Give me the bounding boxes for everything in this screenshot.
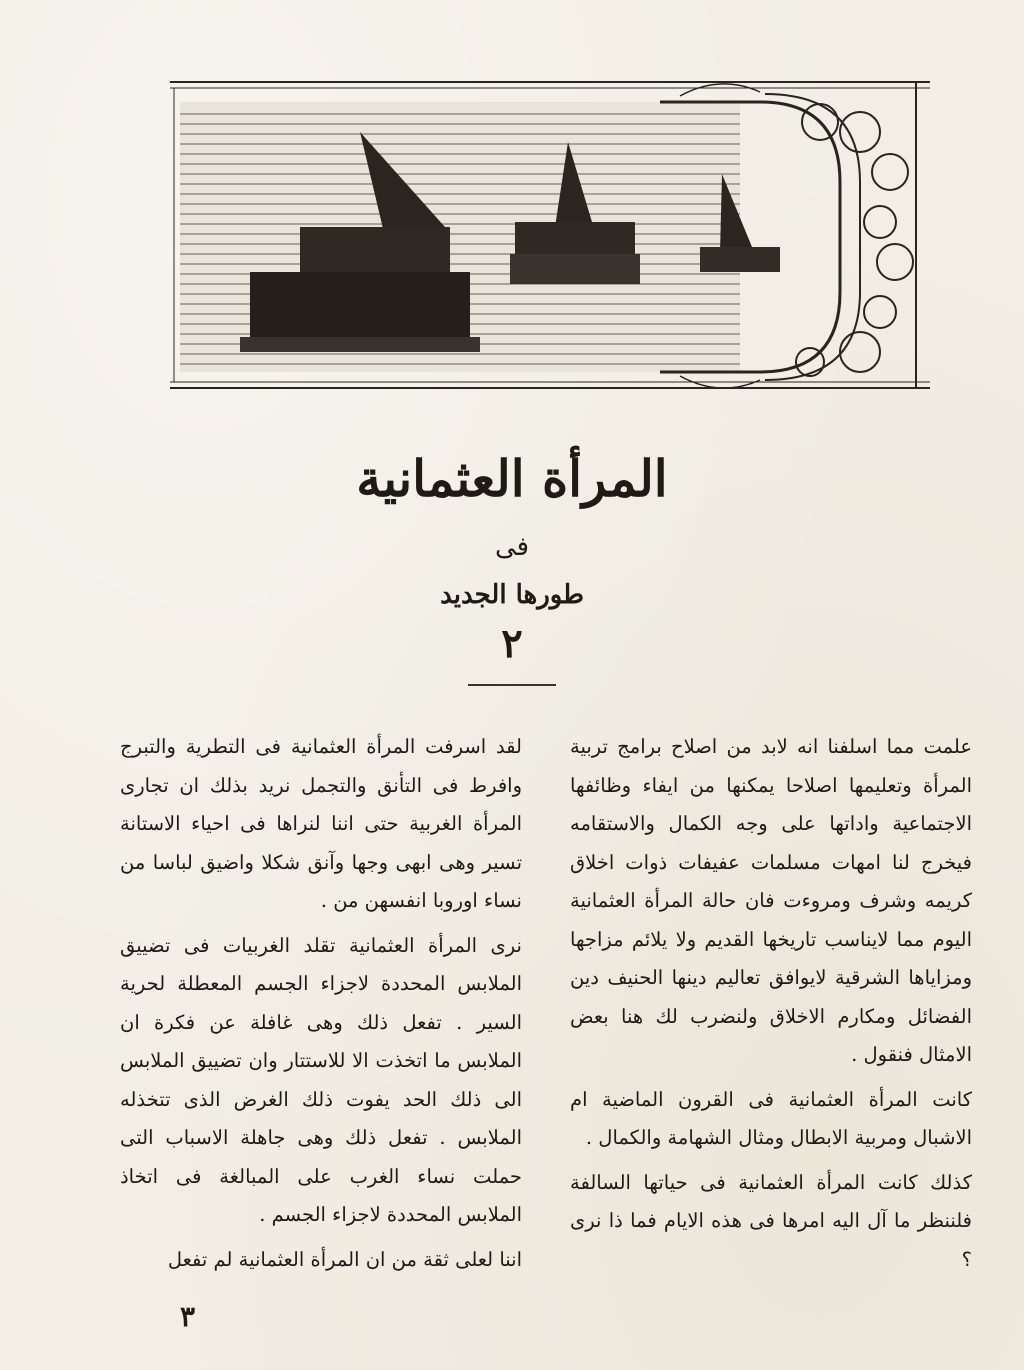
column-right: [570, 728, 972, 1338]
masthead-engraving: [160, 62, 930, 412]
article-columns: [120, 728, 972, 1338]
page-number: ٣: [180, 1300, 196, 1333]
title-block: [0, 440, 1024, 686]
paragraph: كانت المرأة العثمانية فى القرون الماضية ام الاشبال ومربية الابطال ومثال الشهامة والكمال .: [570, 1087, 972, 1149]
paragraph: اننا لعلى ثقة من ان المرأة العثمانية لم تفعل: [167, 1247, 522, 1271]
title-divider: [468, 684, 556, 686]
subtitle: طورها الجديد: [440, 580, 584, 610]
engraving-svg: [160, 62, 930, 412]
paragraph: نرى المرأة العثمانية تقلد الغربيات فى تضييق الملابس المحددة لاجزاء الجسم المعطلة لحرية السير . تفعل ذلك وهى غافلة عن فكرة ان الملابس ما اتخذت الا للاستتار وان تضييق الملابس الى ذلك الحد يفوت ذلك الغرض الذى تتخذله الملابس . تفعل ذلك وهى جاهلة الاسباب التى حملت نساء الغرب على المبالغة فى اتخاذ الملابس المحددة لاجزاء الجسم .: [120, 933, 522, 1226]
paragraph: كذلك كانت المرأة العثمانية فى حياتها السالفة فلننظر ما آل اليه امرها فى هذه الايام فما ذا نرى ؟: [570, 1170, 972, 1271]
paragraph: لقد اسرفت المرأة العثمانية فى التطرية والتبرج وافرط فى التأنق والتجمل نريد بذلك ان تجارى المرأة الغربية حتى اننا لنراها فى احياء الاستانة تسير وهى ابهى وجها وآنق شكلا واضيق لباسا من نساء اوروبا انفسهن من .: [120, 735, 522, 912]
paragraph: علمت مما اسلفنا انه لابد من اصلاح برامج تربية المرأة وتعليمها اصلاحا يمكنها من ايفاء وظائفها الاجتماعية واداتها على وجه الكمال والاستقامه فيخرج لنا امهات مسلمات عفيفات ذوات اخلاق كريمه وشرف ومروءت فان حالة المرأة العثمانية اليوم مما لايناسب تاريخها القديم ولا يلائم مزاجها ومزاياها الشرقية لايوافق تعاليم دينها الحنيف دين الفضائل ومكارم الاخلاق ولنضرب لك هنا بعض الامثال فنقول .: [570, 735, 972, 1066]
article-title: المرأة العثمانية: [356, 449, 668, 508]
part-number: ٢: [501, 620, 523, 667]
subtitle-fi: فى: [494, 532, 530, 562]
column-left: [120, 728, 522, 1338]
